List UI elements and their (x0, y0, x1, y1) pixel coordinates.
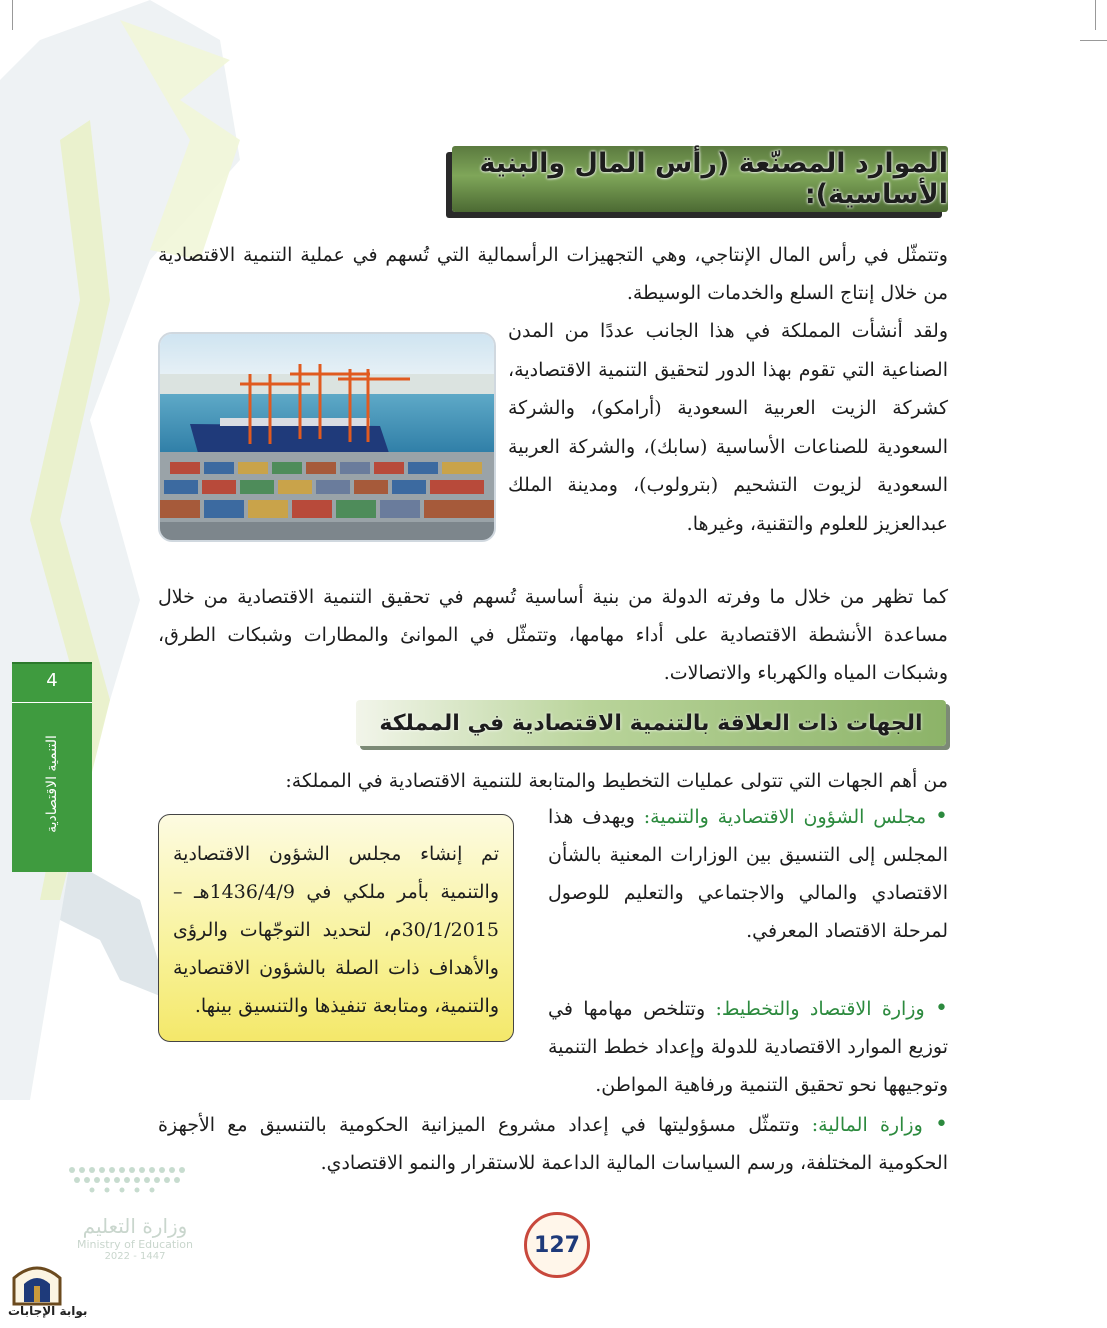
crop-mark (12, 0, 13, 30)
section-header-manufactured-resources (452, 146, 948, 212)
page-number: 127 (524, 1212, 590, 1278)
tab-divider (12, 702, 92, 703)
paragraph-infrastructure: كما تظهر من خلال ما وفرته الدولة من بنية أساسية تُسهم في تحقيق التنمية الاقتصادية من خلال مساعدة الأنشطة الاقتصادية على أداء مهامها، وتتمثّل في الموانئ والمطارات وشبكات الطرق، وشبكات المياه والكهرباء والاتصالات. (158, 586, 948, 684)
crop-mark (1080, 40, 1107, 41)
ministry-name-en: Ministry of Education (76, 1238, 193, 1251)
paragraph-industrial-cities: ولقد أنشأت المملكة في هذا الجانب عددًا من المدن الصناعية التي تقوم بهذا الدور لتحقيق التنمية الاقتصادية، كشركة الزيت العربية السعودية (أرامكو)، والشركة السعودية للصناعات الأساسية (سابك)، والشركة العربية السعودية لزيوت التشحيم (بترولوب)، ومدينة الملك عبدالعزيز للعلوم والتقنية، وغيرها. (508, 320, 948, 535)
unit-title: التنمية الاقتصادية (44, 735, 60, 833)
callout-text: تم إنشاء مجلس الشؤون الاقتصادية والتنمية بأمر ملكي في 1436/4/9هـ – 30/1/2015م، لتحديد التوجّهات والرؤى والأهداف ذات الصلة بالشؤون الاقتصادية والتنمية، ومتابعة تنفيذها والتنسيق بينها. (173, 843, 499, 1017)
port-illustration (160, 334, 494, 540)
ministry-watermark (60, 1214, 210, 1262)
paragraph-capital: وتتمثّل في رأس المال الإنتاجي، وهي التجهيزات الرأسمالية التي تُسهم في عملية التنمية الاقتصادية من خلال إنتاج السلع والخدمات الوسيطة. (158, 244, 948, 304)
info-callout-box (158, 814, 514, 1042)
list-item (548, 990, 948, 1104)
ministry-logo-icon (62, 1150, 202, 1210)
unit-number: 4 (46, 670, 58, 691)
list-item (158, 1106, 948, 1182)
intro-text: من أهم الجهات التي تتولى عمليات التخطيط والمتابعة للتنمية الاقتصادية في المملكة: (285, 770, 948, 792)
portal-name: بوابة الإجابات (8, 1304, 88, 1318)
bullet-icon: • (935, 1112, 948, 1137)
bullet-icon: • (935, 804, 948, 829)
unit-side-tab (12, 662, 92, 872)
ministry-name-ar: وزارة التعليم (82, 1214, 188, 1238)
item-text: ويهدف هذا المجلس إلى التنسيق بين الوزارات المعنية بالشأن الاقتصادي والمالي والاجتماعي والتعليم للوصول لمرحلة الاقتصاد المعرفي. (548, 806, 948, 942)
list-item (548, 798, 948, 950)
ministry-year: 2022 - 1447 (104, 1251, 166, 1262)
item-text: وتتلخص مهامها في توزيع الموارد الاقتصادية للدولة وإعداد خطط التنمية وتوجيهها نحو تحقيق التنمية ورفاهية المواطن. (548, 998, 948, 1096)
section-header-economic-bodies (356, 700, 946, 746)
port-photo (158, 332, 496, 542)
item-name: مجلس الشؤون الاقتصادية والتنمية: (643, 806, 927, 828)
bullet-icon: • (935, 996, 948, 1021)
crop-mark (1095, 0, 1096, 30)
item-text: وتتمثّل مسؤوليتها في إعداد مشروع الميزانية الحكومية بالتنسيق مع الأجهزة الحكومية المختلفة، ورسم السياسات المالية الداعمة للاستقرار والنمو الاقتصادي. (158, 1114, 948, 1174)
section-title: الجهات ذات العلاقة بالتنمية الاقتصادية في المملكة (379, 710, 923, 736)
section-title: الموارد المصنّعة (رأس المال والبنية الأساسية): (479, 148, 948, 210)
item-name: وزارة المالية: (811, 1114, 923, 1136)
item-name: وزارة الاقتصاد والتخطيط: (715, 998, 925, 1020)
